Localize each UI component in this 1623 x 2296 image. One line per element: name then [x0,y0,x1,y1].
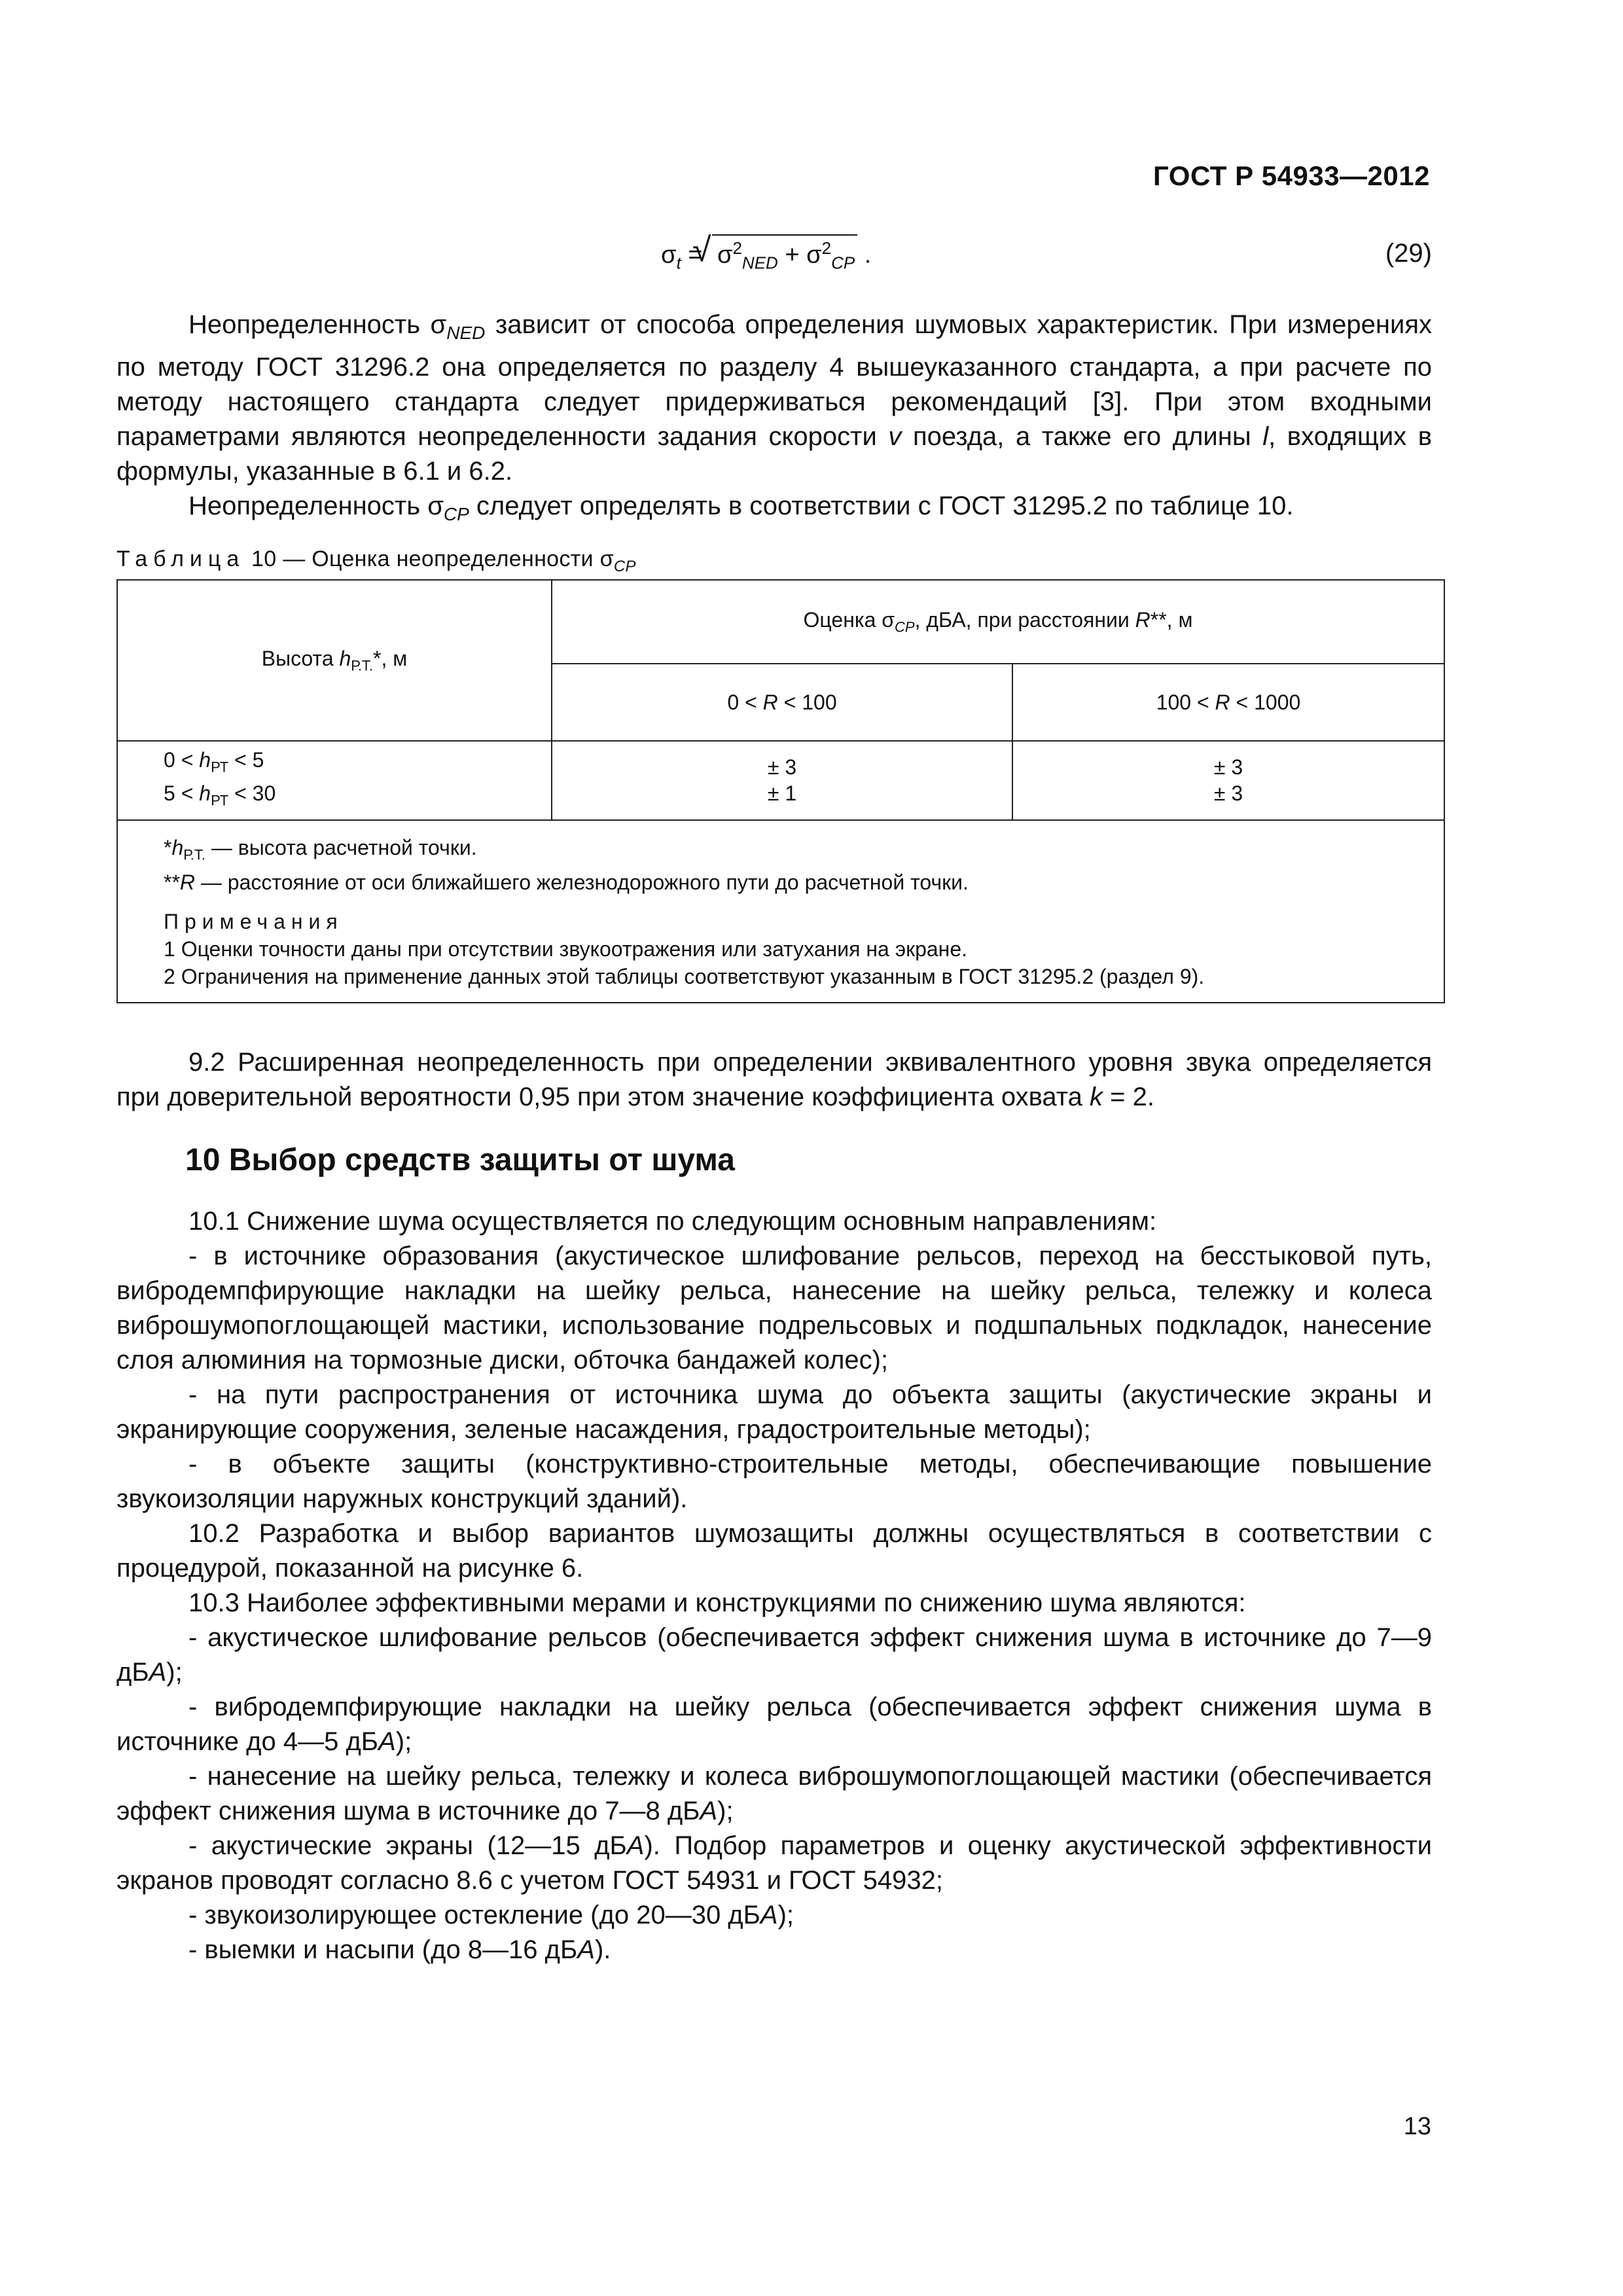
paragraph-9-2: 9.2 Расширенная неопределенность при определении эквивалентного уровня звука определяется при доверительной вероятности 0,95 при этом значение коэффициента охвата k = 2. [116,1048,1432,1111]
header-distance-2: 100 < R < 1000 [1012,664,1444,741]
measure-grinding: - акустическое шлифование рельсов (обеспечивается эффект снижения шума в источнике до 7—9 дБА); [116,1623,1432,1687]
notes-title: Примечания [164,910,344,934]
square-root: √ $\sigma^2_{NED} + \sigma^2_{CP}$ [712,234,857,273]
bullet-path: - на пути распространения от источника шума до объекта защиты (акустические экраны и экранирующие сооружения, зеленые насаждения, градостроительные методы); [116,1380,1432,1444]
header-height: Высота $h_{Р.Т.}*$, м [117,580,552,741]
header-estimate: Оценка $\sigma_{CP}$, дБА, при расстоянии R**, м [552,580,1444,664]
text-block-uncertainty [116,308,1432,531]
text-block-92 [116,1045,1432,1115]
page-number: 13 [1403,2113,1431,2140]
paragraph-10-2: 10.2 Разработка и выбор вариантов шумозащиты должны осуществляться в соответствии с процедурой, показанной на рисунке 6. [116,1519,1432,1583]
measure-glazing: - звукоизолирующее остекление (до 20—30 дБА); [188,1901,794,1929]
note-1: 1 Оценки точности даны при отсутствии звукоотражения или затухания на экране. [164,937,968,961]
measure-damping-pads: - вибродемпфирующие накладки на шейку рельса (обеспечивается эффект снижения шума в источнике до 4—5 дБА); [116,1693,1432,1756]
table-cell-far: ± 3 ± 3 [1012,741,1444,820]
table-footnotes: $*h_{Р.Т.}$ — высота расчетной точки. **R — расстояние от оси ближайшего железнодорожного пути до расчетной точки. Примечания 1 Оценки точности даны при отсутствии звукоотражения или затухания на экране. 2 Ограничения на применение данных этой таблицы соответствуют указанным в ГОСТ 31295.2 (раздел 9). [117,820,1444,1003]
standard-designation: ГОСТ Р 54933—2012 [1153,160,1430,191]
bullet-source: - в источнике образования (акустическое шлифование рельсов, переход на бесстыковой путь, вибродемпфирующие накладки на шейку рельса, нанесение на шейку рельса, тележку и колеса виброшумопоглощающей мастики, использование подрельсовых и подшпальных подкладок, нанесение слоя алюминия на тормозные диски, обточка бандажей колес); [116,1242,1432,1374]
measure-screens: - акустические экраны (12—15 дБА). Подбор параметров и оценку акустической эффективности экранов проводят согласно 8.6 с учетом ГОСТ 54931 и ГОСТ 54932; [116,1831,1432,1895]
text-block-section-10 [116,1204,1432,1967]
measure-embankments: - выемки и насыпи (до 8—16 дБА). [188,1935,611,1964]
header-distance-1: 0 < R < 100 [552,664,1012,741]
paragraph-10-3: 10.3 Наиболее эффективными мерами и конструкциями по снижению шума являются: [188,1588,1246,1617]
formula-29: $\sigma_t$ = √ $\sigma^2_{NED} + \sigma^2_{CP}$ . [661,234,871,273]
uncertainty-table [116,579,1445,1003]
table-row-heights: $0 < h_{РТ} < 5$ $5 < h_{РТ} < 30$ [117,741,552,820]
table-caption: Таблица 10 — Оценка неопределенности $\sigma_{CP}$ [116,547,636,575]
note-2: 2 Ограничения на применение данных этой таблицы соответствуют указанным в ГОСТ 31295.2 (раздел 9). [164,965,1205,989]
paragraph-ned: Неопределенность $\sigma_{NED}$ зависит от способа определения шумовых характеристик. При измерениях по методу ГОСТ 31296.2 она определяется по разделу 4 вышеуказанного стандарта, а при расчете по методу настоящего стандарта следует придерживаться рекомендаций [3]. При этом входными параметрами являются неопределенности задания скорости v поезда, а также его длины l, входящих в формулы, указанные в 6.1 и 6.2. [116,310,1433,486]
paragraph-10-1: 10.1 Снижение шума осуществляется по следующим основным направлениям: [188,1207,1157,1236]
paragraph-cp: Неопределенность $\sigma_{CP}$ следует определять в соответствии с ГОСТ 31295.2 по таблице 10. [188,492,1294,524]
table-cell-near: ± 3 ± 1 [552,741,1012,820]
section-title-10: 10 Выбор средств защиты от шума [185,1143,735,1177]
measure-mastic: - нанесение на шейку рельса, тележку и колеса виброшумопоглощающей мастики (обеспечивается эффект снижения шума в источнике до 7—8 дБА); [116,1762,1432,1825]
equation-number: (29) [1385,239,1432,268]
bullet-object: - в объекте защиты (конструктивно-строительные методы, обеспечивающие повышение звукоизоляции наружных конструкций зданий). [116,1450,1432,1513]
